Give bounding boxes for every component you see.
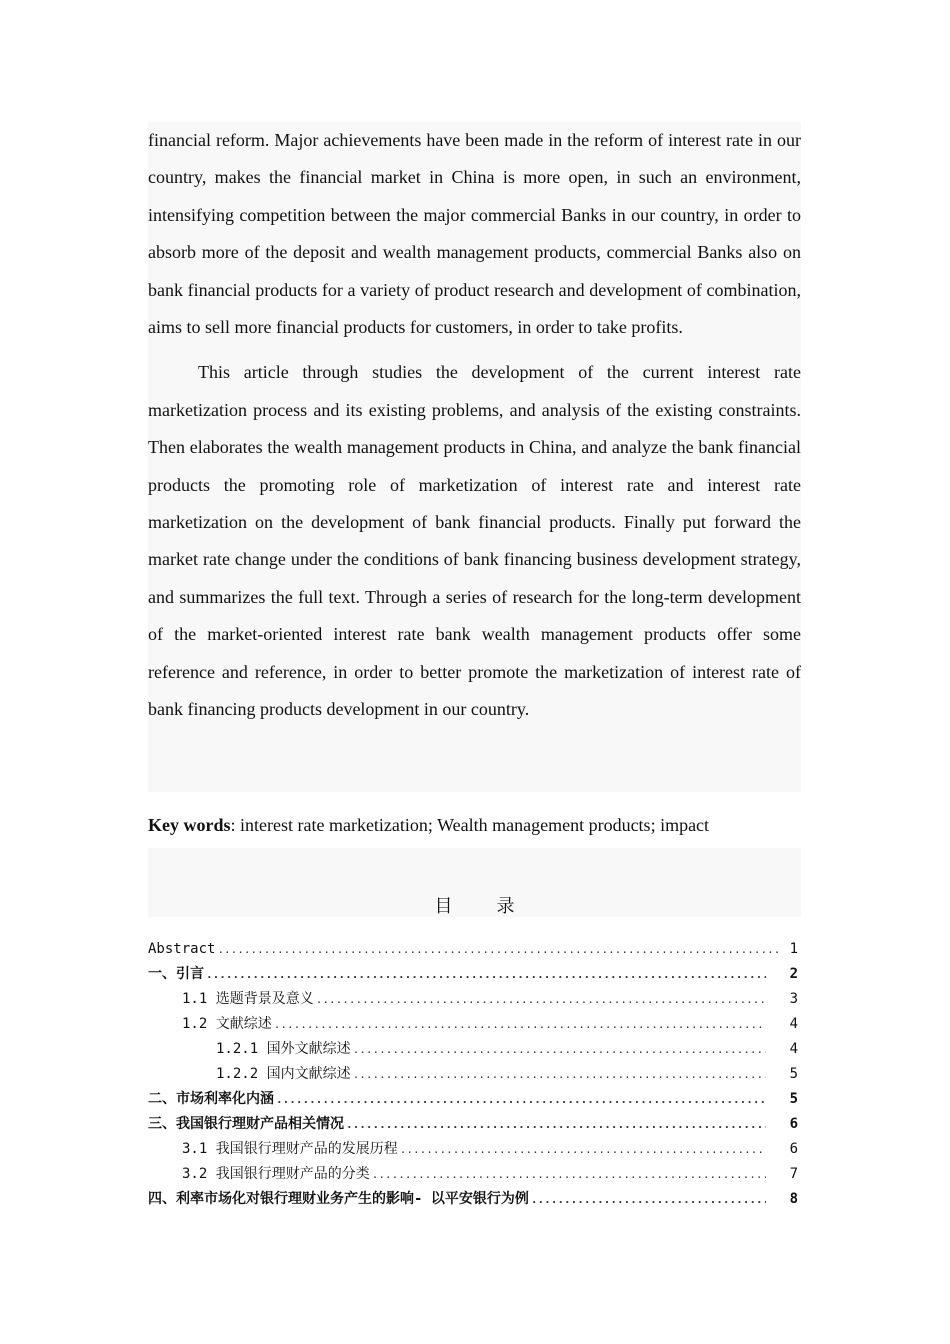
- toc-entry[interactable]: [148, 962, 798, 987]
- toc-entry[interactable]: [148, 1062, 798, 1087]
- toc-page: 4: [789, 1041, 798, 1057]
- keywords-label: Key words: [148, 815, 231, 835]
- toc-label: 3.1 我国银行理财产品的发展历程: [182, 1141, 398, 1157]
- toc-page: 2: [789, 966, 798, 982]
- toc-entry[interactable]: [148, 987, 798, 1012]
- toc-leader: [372, 1162, 766, 1187]
- table-of-contents: [148, 937, 798, 1212]
- toc-page: 6: [789, 1116, 798, 1132]
- toc-entry[interactable]: [148, 1162, 798, 1187]
- toc-label: 二、市场利率化内涵: [148, 1091, 274, 1107]
- toc-label: 三、我国银行理财产品相关情况: [148, 1116, 344, 1132]
- toc-entry[interactable]: [148, 937, 798, 962]
- toc-title-char: 录: [496, 896, 515, 917]
- toc-leader: [274, 1012, 766, 1037]
- toc-leader: [353, 1037, 766, 1062]
- toc-label: 3.2 我国银行理财产品的分类: [182, 1166, 370, 1182]
- toc-label: 四、利率市场化对银行理财业务产生的影响- 以平安银行为例: [148, 1191, 529, 1207]
- toc-label: Abstract: [148, 941, 216, 957]
- toc-leader: [346, 1112, 766, 1137]
- toc-entry[interactable]: [148, 1112, 798, 1137]
- toc-entry[interactable]: [148, 1187, 798, 1212]
- toc-leader: [206, 962, 766, 987]
- toc-page: 7: [789, 1166, 798, 1182]
- toc-leader: [353, 1062, 766, 1087]
- toc-leader: [400, 1137, 766, 1162]
- toc-leader: [531, 1187, 766, 1212]
- toc-leader: [276, 1087, 766, 1112]
- toc-entry[interactable]: [148, 1137, 798, 1162]
- toc-title: [148, 892, 801, 918]
- toc-page: 3: [789, 991, 798, 1007]
- toc-page: 4: [789, 1016, 798, 1032]
- keywords-line: [148, 811, 709, 839]
- toc-leader: [217, 937, 782, 962]
- toc-label: 1.2 文献综述: [182, 1016, 272, 1032]
- toc-header: [148, 848, 801, 917]
- toc-label: 1.1 选题背景及意义: [182, 991, 314, 1007]
- toc-title-char: 目: [434, 896, 453, 917]
- toc-page: 8: [789, 1191, 798, 1207]
- abstract-paragraph: This article through studies the development of the current interest rate marketization process and its existing problems, and analysis of the existing constraints. Then elaborates the wealth management products in China, and analyze the bank financial products the promoting role of marketization of interest rate and interest rate marketization on the development of bank financial products. Finally put forward the market rate change under the conditions of bank financing business development strategy, and summarizes the full text. Through a series of research for the long-term development of the market-oriented interest rate bank wealth management products offer some reference and reference, in order to better promote the marketization of interest rate of bank financing products development in our country.: [148, 362, 801, 720]
- toc-label: 1.2.2 国内文献综述: [216, 1066, 351, 1082]
- toc-entry[interactable]: [148, 1012, 798, 1037]
- toc-label: 1.2.1 国外文献综述: [216, 1041, 351, 1057]
- toc-leader: [316, 987, 766, 1012]
- keywords-text: : interest rate marketization; Wealth management products; impact: [230, 815, 710, 835]
- toc-page: 5: [789, 1066, 798, 1082]
- abstract-paragraph: financial reform. Major achievements have been made in the reform of interest rate in our country, makes the financial market in China is more open, in such an environment, intensifying competition between the major commercial Banks in our country, in order to absorb more of the deposit and wealth management products, commercial Banks also on bank financial products for a variety of product research and development of combination, aims to sell more financial products for customers, in order to take profits.: [148, 130, 801, 338]
- abstract-body: [148, 122, 801, 792]
- toc-entry[interactable]: [148, 1037, 798, 1062]
- toc-page: 1: [789, 941, 798, 957]
- toc-label: 一、引言: [148, 966, 204, 982]
- toc-page: 6: [789, 1141, 798, 1157]
- toc-entry[interactable]: [148, 1087, 798, 1112]
- toc-page: 5: [789, 1091, 798, 1107]
